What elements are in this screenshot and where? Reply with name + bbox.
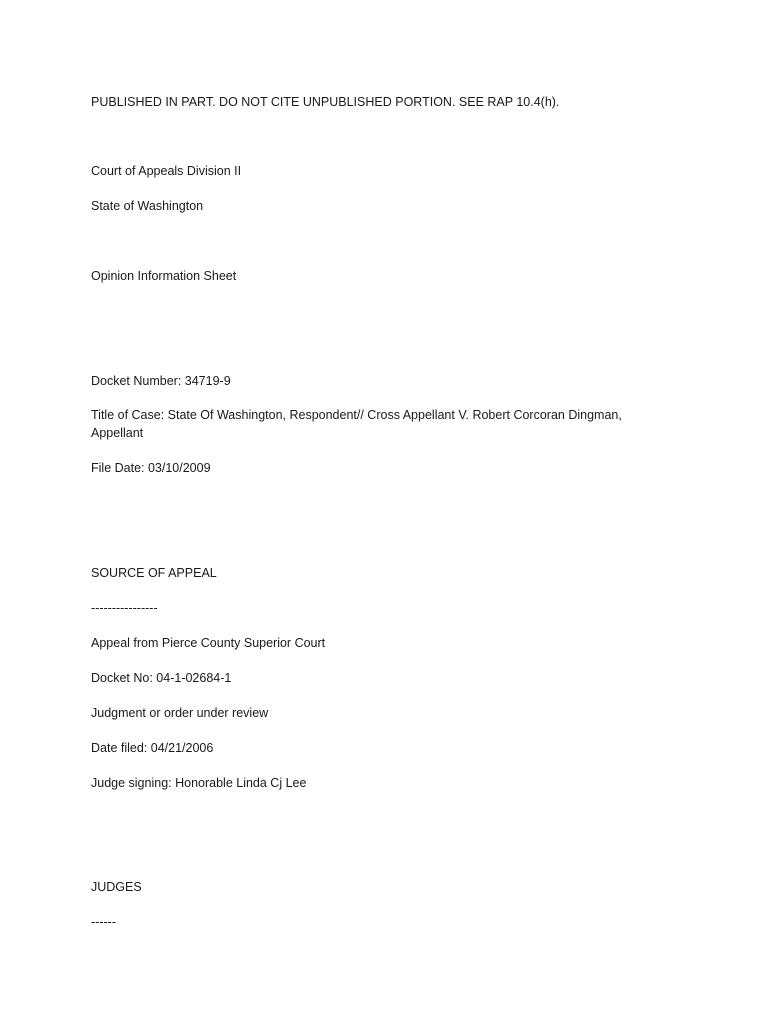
case-title-line-1: Title of Case: State Of Washington, Respondent// Cross Appellant V. Robert Corcoran Dingman, [91, 408, 622, 422]
file-date: File Date: 03/10/2009 [91, 461, 211, 475]
judges-heading-rule: ------ [91, 915, 116, 929]
case-title-line-2: Appellant [91, 426, 144, 440]
sheet-title: Opinion Information Sheet [91, 269, 237, 283]
judge-signing: Judge signing: Honorable Linda Cj Lee [91, 776, 307, 790]
state-name: State of Washington [91, 199, 204, 213]
date-filed: Date filed: 04/21/2006 [91, 741, 214, 755]
court-name: Court of Appeals Division II [91, 164, 242, 178]
source-heading-rule: ---------------- [91, 601, 158, 615]
publication-notice: PUBLISHED IN PART. DO NOT CITE UNPUBLISHED PORTION. SEE RAP 10.4(h). [91, 95, 560, 109]
appeal-from: Appeal from Pierce County Superior Court [91, 636, 326, 650]
source-of-appeal-heading: SOURCE OF APPEAL [91, 566, 217, 580]
lower-court-docket: Docket No: 04-1-02684-1 [91, 671, 232, 685]
docket-number: Docket Number: 34719-9 [91, 374, 231, 388]
judgment-under-review: Judgment or order under review [91, 706, 269, 720]
judges-heading: JUDGES [91, 880, 142, 894]
